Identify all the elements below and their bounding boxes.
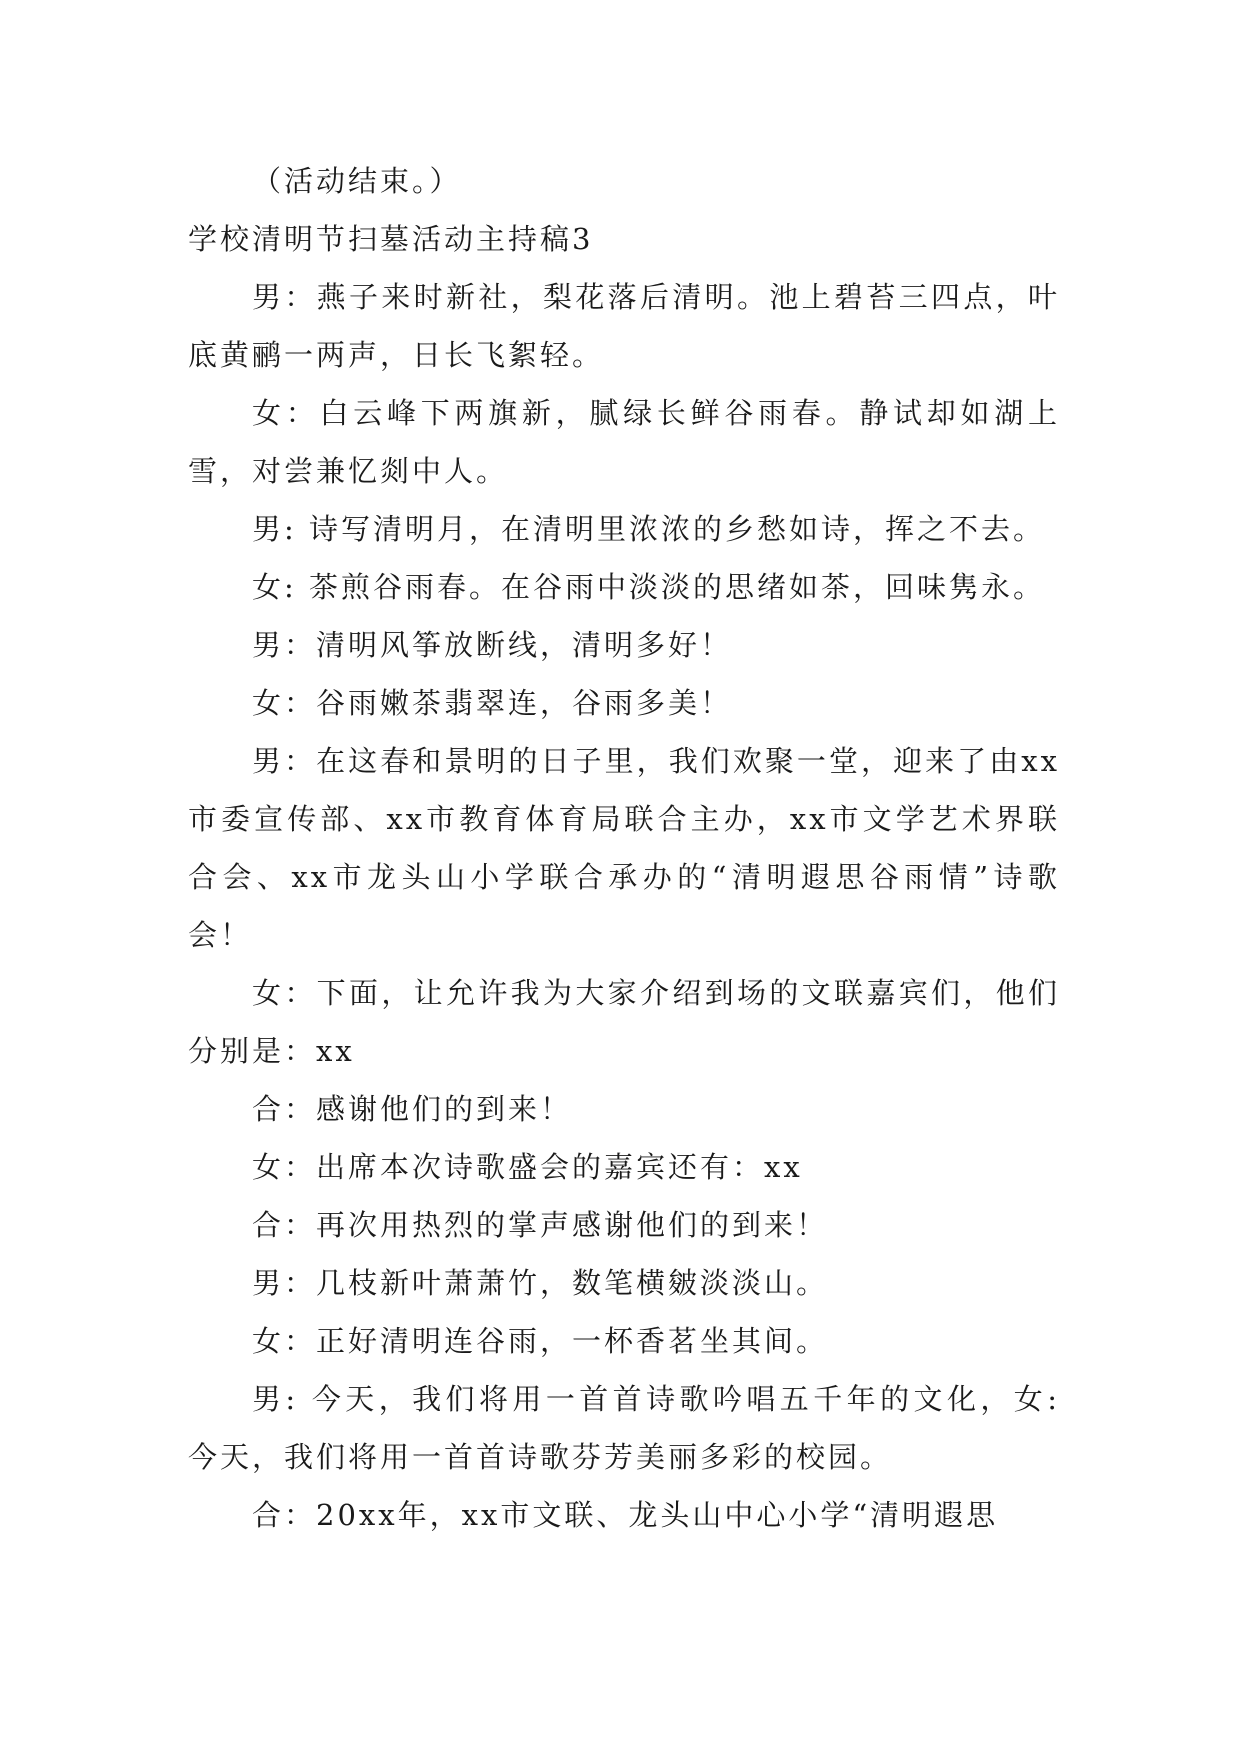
script-line-female: 女: 茶煎谷雨春。在谷雨中淡淡的思绪如茶，回味隽永。 bbox=[252, 570, 1045, 604]
script-line-female: 女：白云峰下两旗新，腻绿长鲜谷雨春。静试却如湖上雪，对尝兼忆剡中人。 bbox=[188, 396, 1060, 488]
script-line-male: 男：燕子来时新社，梨花落后清明。池上碧苔三四点，叶底黄鹂一两声，日长飞絮轻。 bbox=[188, 280, 1060, 372]
script-line-male: 男：几枝新叶萧萧竹，数笔横皴淡淡山。 bbox=[252, 1266, 829, 1300]
section-title: 学校清明节扫墓活动主持稿3 bbox=[188, 222, 594, 256]
document-body bbox=[188, 152, 1060, 1544]
script-line-chorus: 合：再次用热烈的掌声感谢他们的到来！ bbox=[252, 1208, 829, 1242]
closing-note: （活动结束。） bbox=[252, 164, 462, 198]
script-line-female: 女：正好清明连谷雨，一杯香茗坐其间。 bbox=[252, 1324, 829, 1358]
script-line-male: 男：在这春和景明的日子里，我们欢聚一堂，迎来了由xx市委宣传部、xx市教育体育局联合主办，xx市文学艺术界联合会、xx市龙头山小学联合承办的“清明遐思谷雨情”诗歌会！ bbox=[188, 744, 1060, 952]
script-line-female: 女：谷雨嫩茶翡翠连，谷雨多美！ bbox=[252, 686, 733, 720]
script-line-chorus: 合：20xx年，xx市文联、龙头山中心小学“清明遐思 bbox=[252, 1498, 999, 1532]
script-line-male: 男: 诗写清明月，在清明里浓浓的乡愁如诗，挥之不去。 bbox=[252, 512, 1045, 546]
script-line-chorus: 合：感谢他们的到来！ bbox=[252, 1092, 573, 1126]
script-line-male: 男：清明风筝放断线，清明多好！ bbox=[252, 628, 733, 662]
script-line-female: 女：下面，让允许我为大家介绍到场的文联嘉宾们，他们分别是：xx bbox=[188, 976, 1060, 1068]
script-line-female: 女：出席本次诗歌盛会的嘉宾还有：xx bbox=[252, 1150, 803, 1184]
script-line-male-female: 男: 今天，我们将用一首首诗歌吟唱五千年的文化，女: 今天，我们将用一首首诗歌芬芳美丽多彩的校园。 bbox=[188, 1382, 1060, 1474]
